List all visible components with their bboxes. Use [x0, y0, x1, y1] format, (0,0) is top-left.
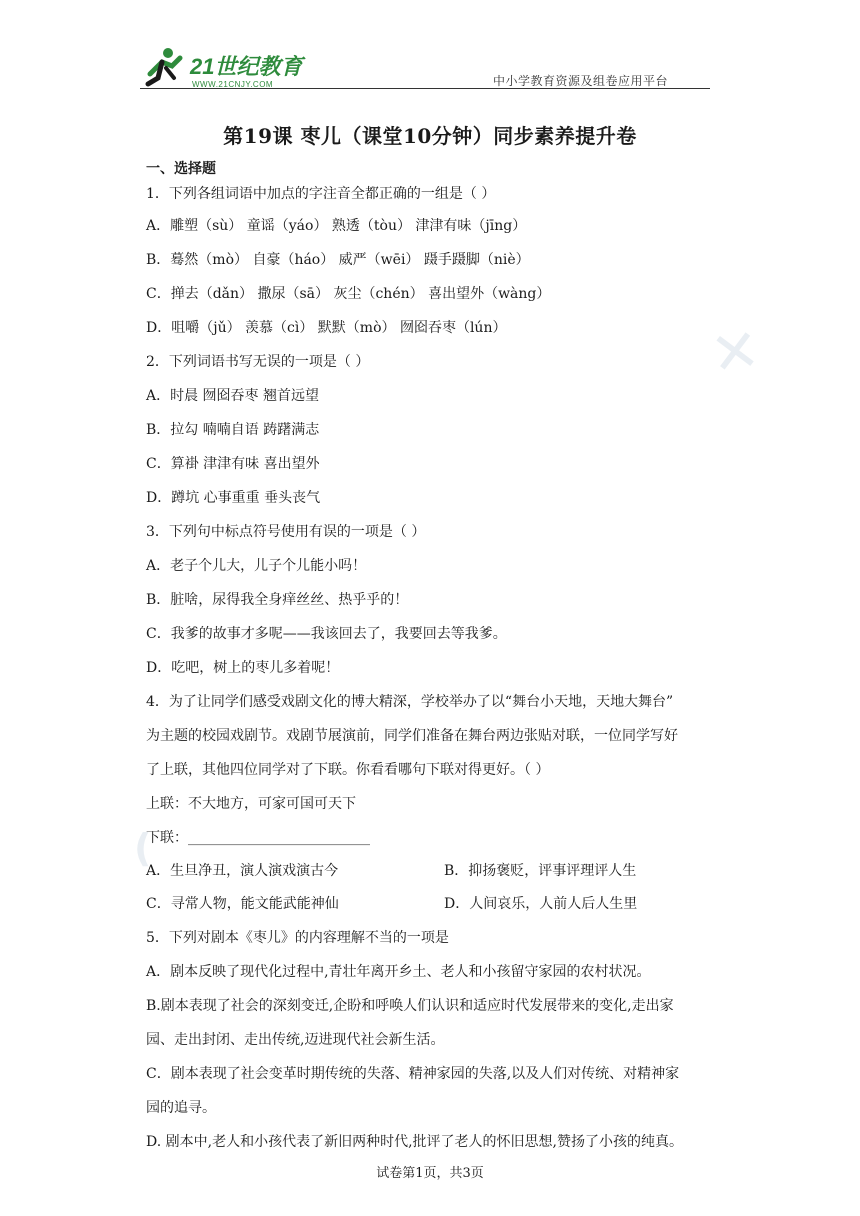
- question-stem: 4．为了让同学们感受戏剧文化的博大精深，学校举办了以“舞台小天地，天地大舞台”: [146, 694, 674, 710]
- option-b: B．拉勾 喃喃自语 踌躇满志: [146, 422, 320, 438]
- page-title: 第19课 枣儿（课堂10分钟）同步素养提升卷: [223, 124, 637, 148]
- option-c: C．掸去（dǎn） 撒尿（sā） 灰尘（chén） 喜出望外（wàng）: [146, 286, 551, 302]
- option-c: C．算褂 津津有味 喜出望外: [146, 456, 320, 472]
- page-number: 试卷第1页，共3页: [376, 1166, 484, 1181]
- question-stem: 2．下列词语书写无误的一项是（ ）: [146, 354, 370, 370]
- couplet-upper: 上联：不大地方，可家可国可天下: [146, 796, 356, 812]
- option-d: D．吃吧，树上的枣儿多着呢！: [146, 660, 340, 676]
- option-a: A．雕塑（sù） 童谣（yáo） 熟透（tòu） 津津有味（jīng）: [146, 218, 527, 234]
- option-c: C．寻常人物，能文能武能神仙: [146, 896, 339, 912]
- logo-text: 21世纪教育: [190, 54, 303, 79]
- option-b: B．脏啥，尿得我全身痒丝丝、热乎乎的！: [146, 592, 409, 608]
- option-c: C．剧本表现了社会变革时期传统的失落、精神家园的失落,以及人们对传统、对精神家: [146, 1066, 680, 1082]
- question-stem: 为主题的校园戏剧节。戏剧节展演前，同学们准备在舞台两边张贴对联，一位同学写好: [146, 728, 678, 744]
- question-stem: 3．下列句中标点符号使用有误的一项是（ ）: [146, 524, 426, 540]
- option-a: A．时晨 囫囵吞枣 翘首远望: [146, 388, 320, 404]
- runner-icon: [148, 48, 180, 84]
- option-d: D．蹲坑 心事重重 垂头丧气: [146, 490, 321, 506]
- question-stem: 了上联，其他四位同学对了下联。你看看哪句下联对得更好。（ ）: [146, 762, 550, 778]
- option-a: A．老子个儿大，儿子个儿能小吗！: [146, 558, 367, 574]
- option-d: D．咀嚼（jǔ） 羡慕（cì） 默默（mò） 囫囵吞枣（lún）: [146, 320, 507, 336]
- option-b: B.剧本表现了社会的深刻变迁,企盼和呼唤人们认识和适应时代发展带来的变化,走出家: [146, 998, 674, 1014]
- couplet-lower: 下联：__________________________: [146, 830, 370, 846]
- question-stem: 1．下列各组词语中加点的字注音全都正确的一组是（ ）: [146, 186, 496, 202]
- option-d: D．人间哀乐，人前人后人生里: [444, 896, 638, 912]
- logo-url: WWW.21CNJY.COM: [192, 80, 274, 89]
- option-c-continued: 园的追寻。: [146, 1100, 216, 1116]
- logo: [140, 44, 330, 90]
- header-divider: [140, 88, 710, 89]
- platform-name: 中小学教育资源及组卷应用平台: [492, 74, 668, 88]
- option-b-continued: 园、走出封闭、走出传统,迈进现代社会新生活。: [146, 1032, 445, 1048]
- option-a: A．生旦净丑，演人演戏演古今: [146, 863, 339, 879]
- option-a: A．剧本反映了现代化过程中,青壮年离开乡土、老人和小孩留守家园的农村状况。: [146, 964, 651, 980]
- option-b: B．蓦然（mò） 自豪（háo） 威严（wēi） 蹑手蹑脚（niè）: [146, 252, 530, 268]
- option-c: C．我爹的故事才多呢——我该回去了，我要回去等我爹。: [146, 626, 507, 642]
- page-header: [140, 44, 710, 90]
- section-heading: 一、选择题: [146, 161, 216, 177]
- watermark-mark: ✕: [706, 314, 765, 390]
- option-d: D. 剧本中,老人和小孩代表了新旧两种时代,批评了老人的怀旧思想,赞扬了小孩的纯真。: [146, 1134, 683, 1150]
- watermark-mark: (: [134, 826, 152, 870]
- option-b: B．抑扬褒贬，评事评理评人生: [444, 863, 637, 879]
- question-stem: 5．下列对剧本《枣儿》的内容理解不当的一项是: [146, 930, 449, 946]
